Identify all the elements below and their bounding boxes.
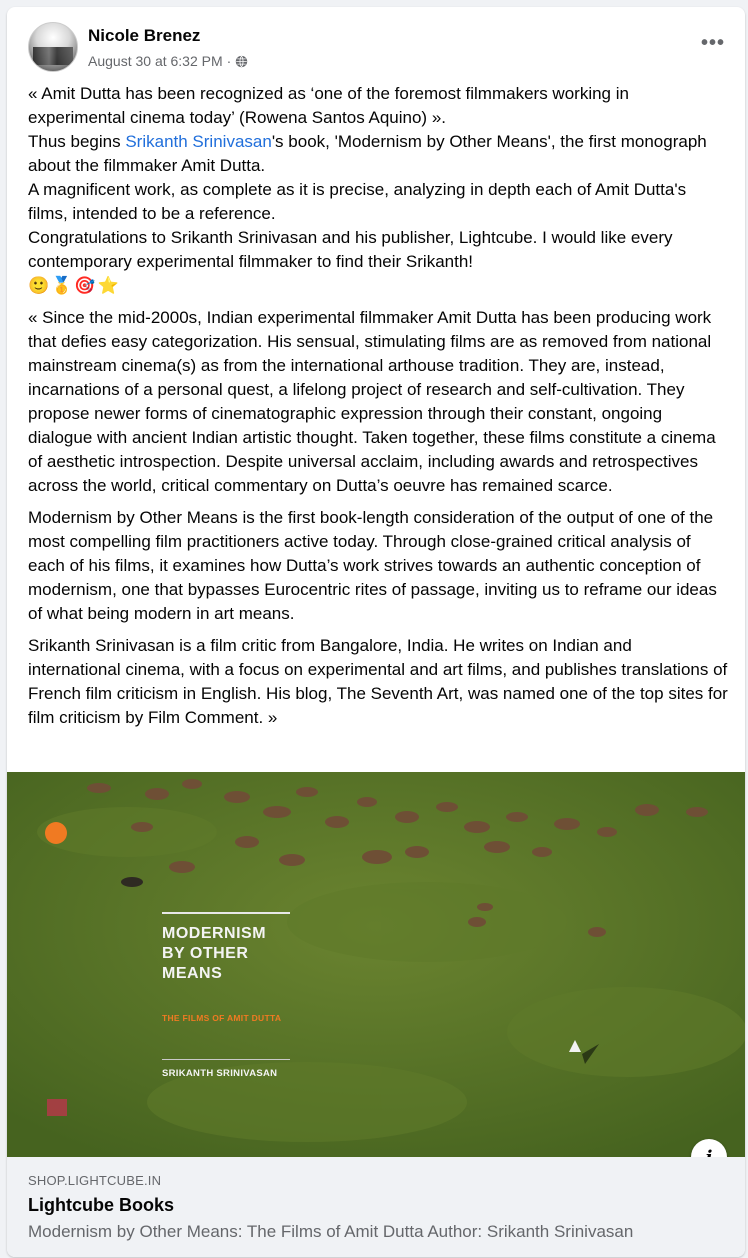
link-title[interactable]: Lightcube Books <box>28 1195 175 1215</box>
cover-artwork <box>7 772 745 1157</box>
post-text <box>28 82 728 738</box>
avatar-image <box>33 47 73 65</box>
intro-suffix: 's book, 'Modernism by Other Means', the first monograph about the filmmaker Amit Dutta. <box>28 132 707 175</box>
emoji-row: 🙂🥇🎯⭐ <box>28 276 121 295</box>
book-cover-image[interactable] <box>7 772 745 1157</box>
intro-congrats: Congratulations to Srikanth Srinivasan and his publisher, Lightcube. I would like every contemporary experimental filmmaker to find their Srikanth! <box>28 228 673 271</box>
globe-icon[interactable] <box>235 55 248 68</box>
intro-block <box>28 82 728 298</box>
cover-title: MODERNISM BY OTHER MEANS <box>162 925 267 982</box>
author-name[interactable]: Nicole Brenez <box>88 26 201 45</box>
blurb-paragraph-2: Modernism by Other Means is the first book-length consideration of the output of one of the most compelling film practitioners active today. Through close-grained critical analysis of each of his films, it examines how Dutta’s work strives towards an authentic conception of modernism, one that bypasses Eurocentric rites of passage, inviting us to reframe our ideas of what being modern in art means. <box>28 508 717 623</box>
intro-praise: A magnificent work, as complete as it is precise, analyzing in depth each of Amit Dutta's films, intended to be a reference. <box>28 180 687 223</box>
cover-subtitle: THE FILMS OF AMIT DUTTA <box>162 1013 282 1023</box>
mention-link[interactable]: Srikanth Srinivasan <box>125 132 272 151</box>
cover-divider <box>162 1059 290 1060</box>
post-meta <box>88 53 248 69</box>
link-preview[interactable] <box>7 1157 745 1257</box>
post-timestamp[interactable]: August 30 at 6:32 PM <box>88 53 223 69</box>
cover-author: SRIKANTH SRINIVASAN <box>162 1068 278 1079</box>
blurb-paragraph-3: Srikanth Srinivasan is a film critic from Bangalore, India. He writes on Indian and international cinema, with a focus on experimental and art films, and publishes translations of French film criticism in English. His blog, The Seventh Art, was named one of the top sites for film criticism by Film Comment. » <box>28 636 728 727</box>
sun-shape <box>45 822 67 844</box>
more-options-button[interactable]: ••• <box>700 32 725 54</box>
link-domain: SHOP.LIGHTCUBE.IN <box>28 1173 162 1188</box>
intro-prefix: Thus begins <box>28 132 126 151</box>
blurb-paragraph-1: « Since the mid-2000s, Indian experimental filmmaker Amit Dutta has been producing work that defies easy categorization. His sensual, stimulating films are as removed from national mainstream cinema(s) as from the international arthouse tradition. They are, instead, incarnations of a personal quest, a lifelong project of research and self-cultivation. They propose newer forms of cinematographic expression through their constant, ongoing dialogue with ancient Indian artistic thought. Taken together, these films constitute a cinema of aesthetic introspection. Despite universal acclaim, including awards and retrospectives across the world, critical commentary on Dutta’s oeuvre has remained scarce. <box>28 308 716 495</box>
cover-rule <box>162 912 290 914</box>
avatar[interactable] <box>28 22 78 72</box>
link-description: Modernism by Other Means: The Films of Amit Dutta Author: Srikanth Srinivasan <box>28 1222 634 1241</box>
post-card <box>7 7 745 1257</box>
intro-quote: « Amit Dutta has been recognized as ‘one of the foremost filmmakers working in experimental cinema today’ (Rowena Santos Aquino) ». <box>28 84 629 127</box>
post-header <box>28 22 729 74</box>
meta-separator: · <box>226 53 232 69</box>
publisher-mark <box>47 1099 67 1116</box>
